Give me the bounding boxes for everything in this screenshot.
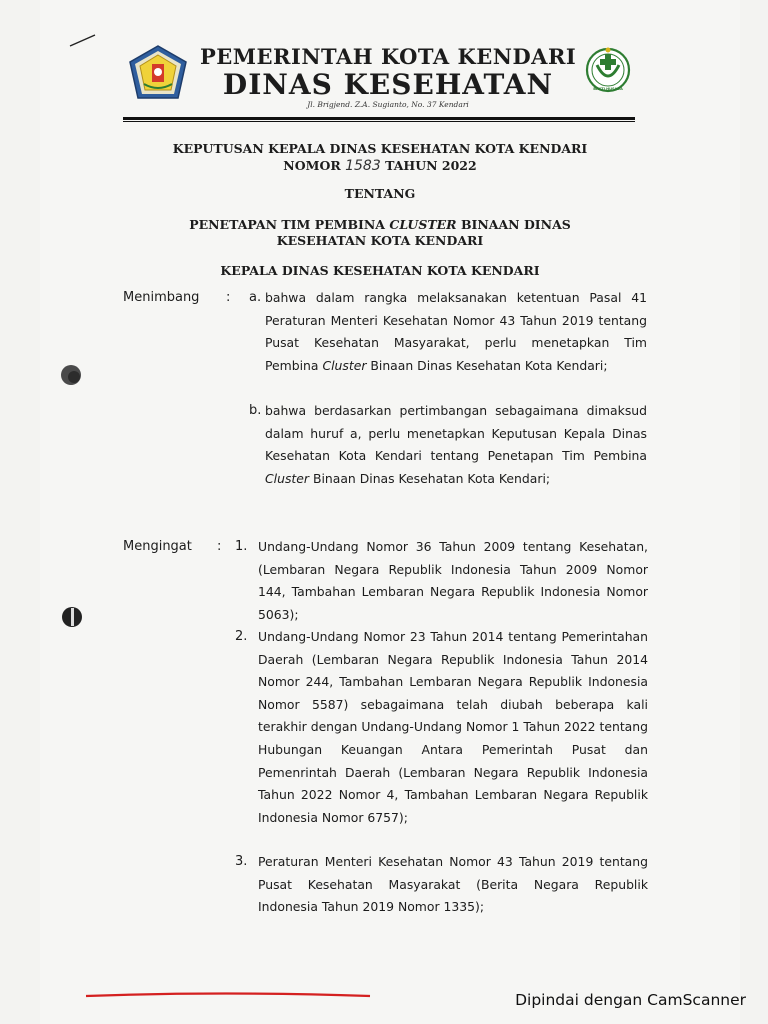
mengingat-colon: :	[217, 539, 222, 554]
department-name: DINAS KESEHATAN	[222, 68, 554, 101]
decree-issuer: KEPALA DINAS KESEHATAN KOTA KENDARI	[220, 263, 540, 278]
camscanner-watermark: Dipindai dengan CamScanner	[515, 991, 746, 1009]
subject-italic: CLUSTER	[389, 217, 457, 232]
red-pen-line	[84, 985, 374, 1004]
mengingat-3-marker: 3.	[235, 854, 248, 869]
subject-prefix: PENETAPAN TIM PEMBINA	[189, 217, 386, 232]
menimbang-b-marker: b.	[249, 403, 262, 418]
menimbang-colon: :	[226, 290, 231, 305]
decree-subject	[100, 217, 660, 232]
menimbang-label: Menimbang	[123, 290, 200, 305]
decree-subject-line2: KESEHATAN KOTA KENDARI	[276, 233, 484, 248]
subject-suffix: BINAAN DINAS	[460, 217, 571, 232]
bakti-husada-label: BAKTI HUSADA	[593, 87, 623, 91]
mengingat-2-text: Undang-Undang Nomor 23 Tahun 2014 tentang Pemerintahan Daerah (Lembaran Negara Republik Indonesia Tahun 2014 Nomor 244, Tambahan Lembaran Negara Republik Indonesia Nomor 5587) sebagaimana telah diubah beberapa kali terakhir dengan Undang-Undang Nomor 1 Tahun 2022 tentang Hubungan Keuangan Antara Pemerintah Pusat dan Pemenrintah Daerah (Lembaran Negara Republik Indonesia Tahun 2022 Nomor 4, Tambahan Lembaran Negara Republik Indonesia Nomor 6757);	[258, 629, 648, 825]
menimbang-a-text: bahwa dalam rangka melaksanakan ketentuan Pasal 41 Peraturan Menteri Kesehatan Nomor 43 Tahun 2019 tentang Pusat Kesehatan Masyarakat, perlu menetapkan Tim Pembina Cluster Binaan Dinas Kesehatan Kota Kendari;	[265, 290, 647, 373]
handwritten-number: 1583	[345, 158, 381, 174]
menimbang-a-marker: a.	[249, 290, 262, 305]
punch-hole-top	[60, 364, 84, 392]
decree-number	[100, 158, 660, 174]
mengingat-2-marker: 2.	[235, 629, 248, 644]
menimbang-b-text: bahwa berdasarkan pertimbangan sebagaimana dimaksud dalam huruf a, perlu menetapkan Keputusan Kepala Dinas Kesehatan Kota Kendari tentang Penetapan Tim Pembina Cluster Binaan Dinas Kesehatan Kota Kendari;	[265, 403, 647, 486]
tentang-heading: TENTANG	[344, 186, 416, 201]
letterhead-divider-thin	[123, 121, 635, 122]
decree-title: KEPUTUSAN KEPALA DINAS KESEHATAN KOTA KENDARI	[172, 141, 588, 156]
punch-hole-bottom	[61, 606, 85, 634]
number-label: NOMOR	[283, 158, 341, 173]
letterhead-divider	[123, 117, 635, 120]
mengingat-1-marker: 1.	[235, 539, 248, 554]
government-name: PEMERINTAH KOTA KENDARI	[200, 44, 577, 69]
year-label: TAHUN 2022	[385, 158, 477, 173]
mengingat-label: Mengingat	[123, 539, 192, 554]
kendari-city-emblem	[126, 44, 190, 102]
pen-mark	[68, 32, 98, 52]
office-address: Jl. Brigjend. Z.A. Sugianto, No. 37 Kendari	[307, 100, 469, 109]
mengingat-1-text: Undang-Undang Nomor 36 Tahun 2009 tentang Kesehatan, (Lembaran Negara Republik Indonesia Tahun 2009 Nomor 144, Tambahan Lembaran Negara Republik Indonesia Nomor 5063);	[258, 539, 648, 622]
bakti-husada-emblem	[584, 43, 632, 101]
mengingat-3-text: Peraturan Menteri Kesehatan Nomor 43 Tahun 2019 tentang Pusat Kesehatan Masyarakat (Berita Negara Republik Indonesia Tahun 2019 Nomor 1335);	[258, 854, 648, 915]
